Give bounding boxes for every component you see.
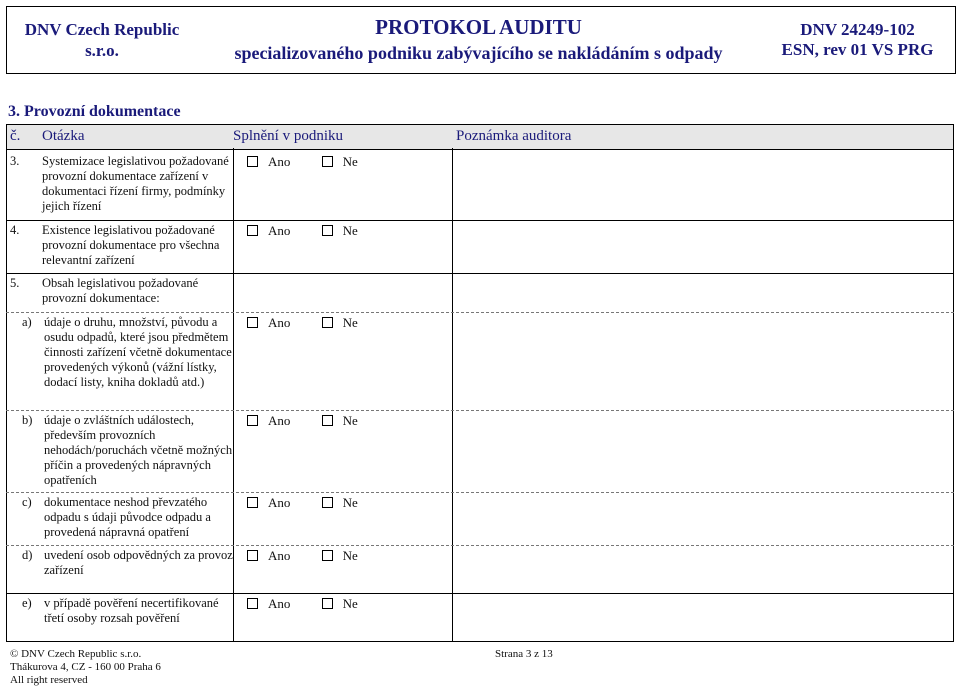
row-question: v případě pověření necertifikované třetí osoby rozsah pověření xyxy=(44,596,219,625)
company-name xyxy=(7,7,197,73)
company-name-line1: DNV Czech Republic xyxy=(24,20,180,39)
document-title-block xyxy=(197,7,760,73)
option-yes-label: Ano xyxy=(268,548,291,563)
checkbox-yes[interactable] xyxy=(247,550,258,561)
page-footer xyxy=(10,648,950,687)
row-number: 5. xyxy=(10,276,20,290)
option-yes-label: Ano xyxy=(268,315,291,330)
page-number: Strana 3 z 13 xyxy=(495,648,553,660)
checkbox-no[interactable] xyxy=(322,317,333,328)
table-row xyxy=(6,593,954,640)
column-header-fulfilment: Splnění v podniku xyxy=(233,128,344,144)
row-question: uvedení osob odpovědných za provoz zařízení xyxy=(44,548,233,577)
option-no-label: Ne xyxy=(342,413,358,428)
checkbox-no[interactable] xyxy=(322,550,333,561)
footer-copyright: © DNV Czech Republic s.r.o. xyxy=(10,648,142,660)
row-sub-letter: b) xyxy=(22,413,33,427)
answer-options xyxy=(247,596,358,611)
option-no-label: Ne xyxy=(342,548,358,563)
option-no-label: Ne xyxy=(342,495,358,510)
row-question: Existence legislativou požadované provozní dokumentace pro všechna relevantní zařízení xyxy=(42,223,220,267)
table-row xyxy=(6,410,954,490)
checkbox-yes[interactable] xyxy=(247,598,258,609)
checkbox-yes[interactable] xyxy=(247,225,258,236)
answer-options xyxy=(247,495,358,510)
answer-options xyxy=(247,548,358,563)
checkbox-yes[interactable] xyxy=(247,415,258,426)
option-yes-label: Ano xyxy=(268,154,291,169)
footer-address: Thákurova 4, CZ - 160 00 Praha 6 xyxy=(10,661,161,673)
checkbox-no[interactable] xyxy=(322,415,333,426)
company-name-line2: s.r.o. xyxy=(85,41,119,60)
row-question: dokumentace neshod převzatého odpadu s údaji původce odpadu a provedená nápravná opatření xyxy=(44,495,211,539)
column-header-note: Poznámka auditora xyxy=(456,128,572,144)
row-question: údaje o zvláštních událostech, především provozních nehodách/poruchách včetně možných příčin a provedených nápravných opatřeních xyxy=(44,413,233,487)
option-yes-label: Ano xyxy=(268,223,291,238)
document-title: PROTOKOL AUDITU xyxy=(375,15,582,39)
document-header xyxy=(6,6,956,74)
row-question: údaje o druhu, množství, původu a osudu odpadů, které jsou předmětem činnosti zařízení včetně dokumentace provedených výkonů (vážní lístky, dodací listy, kniha dokladů atd.) xyxy=(44,315,232,389)
column-header-number: č. xyxy=(10,128,21,144)
option-yes-label: Ano xyxy=(268,413,291,428)
table-row xyxy=(6,545,954,586)
row-sub-letter: e) xyxy=(22,596,32,610)
option-no-label: Ne xyxy=(342,596,358,611)
column-header-question: Otázka xyxy=(42,128,85,144)
row-question: Obsah legislativou požadované provozní dokumentace: xyxy=(42,276,199,305)
option-no-label: Ne xyxy=(342,223,358,238)
document-code-block xyxy=(760,7,955,73)
row-sub-letter: c) xyxy=(22,495,32,509)
row-number: 3. xyxy=(10,154,20,168)
checkbox-yes[interactable] xyxy=(247,497,258,508)
option-yes-label: Ano xyxy=(268,596,291,611)
row-sub-letter: d) xyxy=(22,548,33,562)
table-row xyxy=(6,273,954,310)
answer-options xyxy=(247,154,358,169)
checkbox-no[interactable] xyxy=(322,225,333,236)
footer-rights: All right reserved xyxy=(10,674,88,686)
table-row xyxy=(6,220,954,269)
row-number: 4. xyxy=(10,223,20,237)
answer-options xyxy=(247,413,358,428)
table-row xyxy=(6,312,954,408)
checkbox-no[interactable] xyxy=(322,156,333,167)
answer-options xyxy=(247,223,358,238)
row-question: Systemizace legislativou požadované provozní dokumentace zařízení v dokumentaci řízení firmy, podmínky jejich řízení xyxy=(42,154,229,213)
document-code: DNV 24249-102 xyxy=(800,20,915,39)
section-title: 3. Provozní dokumentace xyxy=(8,103,181,120)
row-sub-letter: a) xyxy=(22,315,32,329)
checkbox-no[interactable] xyxy=(322,598,333,609)
checkbox-no[interactable] xyxy=(322,497,333,508)
table-row xyxy=(6,152,954,214)
document-subtitle: specializovaného podniku zabývajícího se nakládáním s odpady xyxy=(234,43,723,63)
document-revision: ESN, rev 01 VS PRG xyxy=(781,40,934,59)
answer-options xyxy=(247,315,358,330)
checkbox-yes[interactable] xyxy=(247,156,258,167)
checkbox-yes[interactable] xyxy=(247,317,258,328)
option-no-label: Ne xyxy=(342,315,358,330)
option-no-label: Ne xyxy=(342,154,358,169)
table-row xyxy=(6,492,954,543)
option-yes-label: Ano xyxy=(268,495,291,510)
